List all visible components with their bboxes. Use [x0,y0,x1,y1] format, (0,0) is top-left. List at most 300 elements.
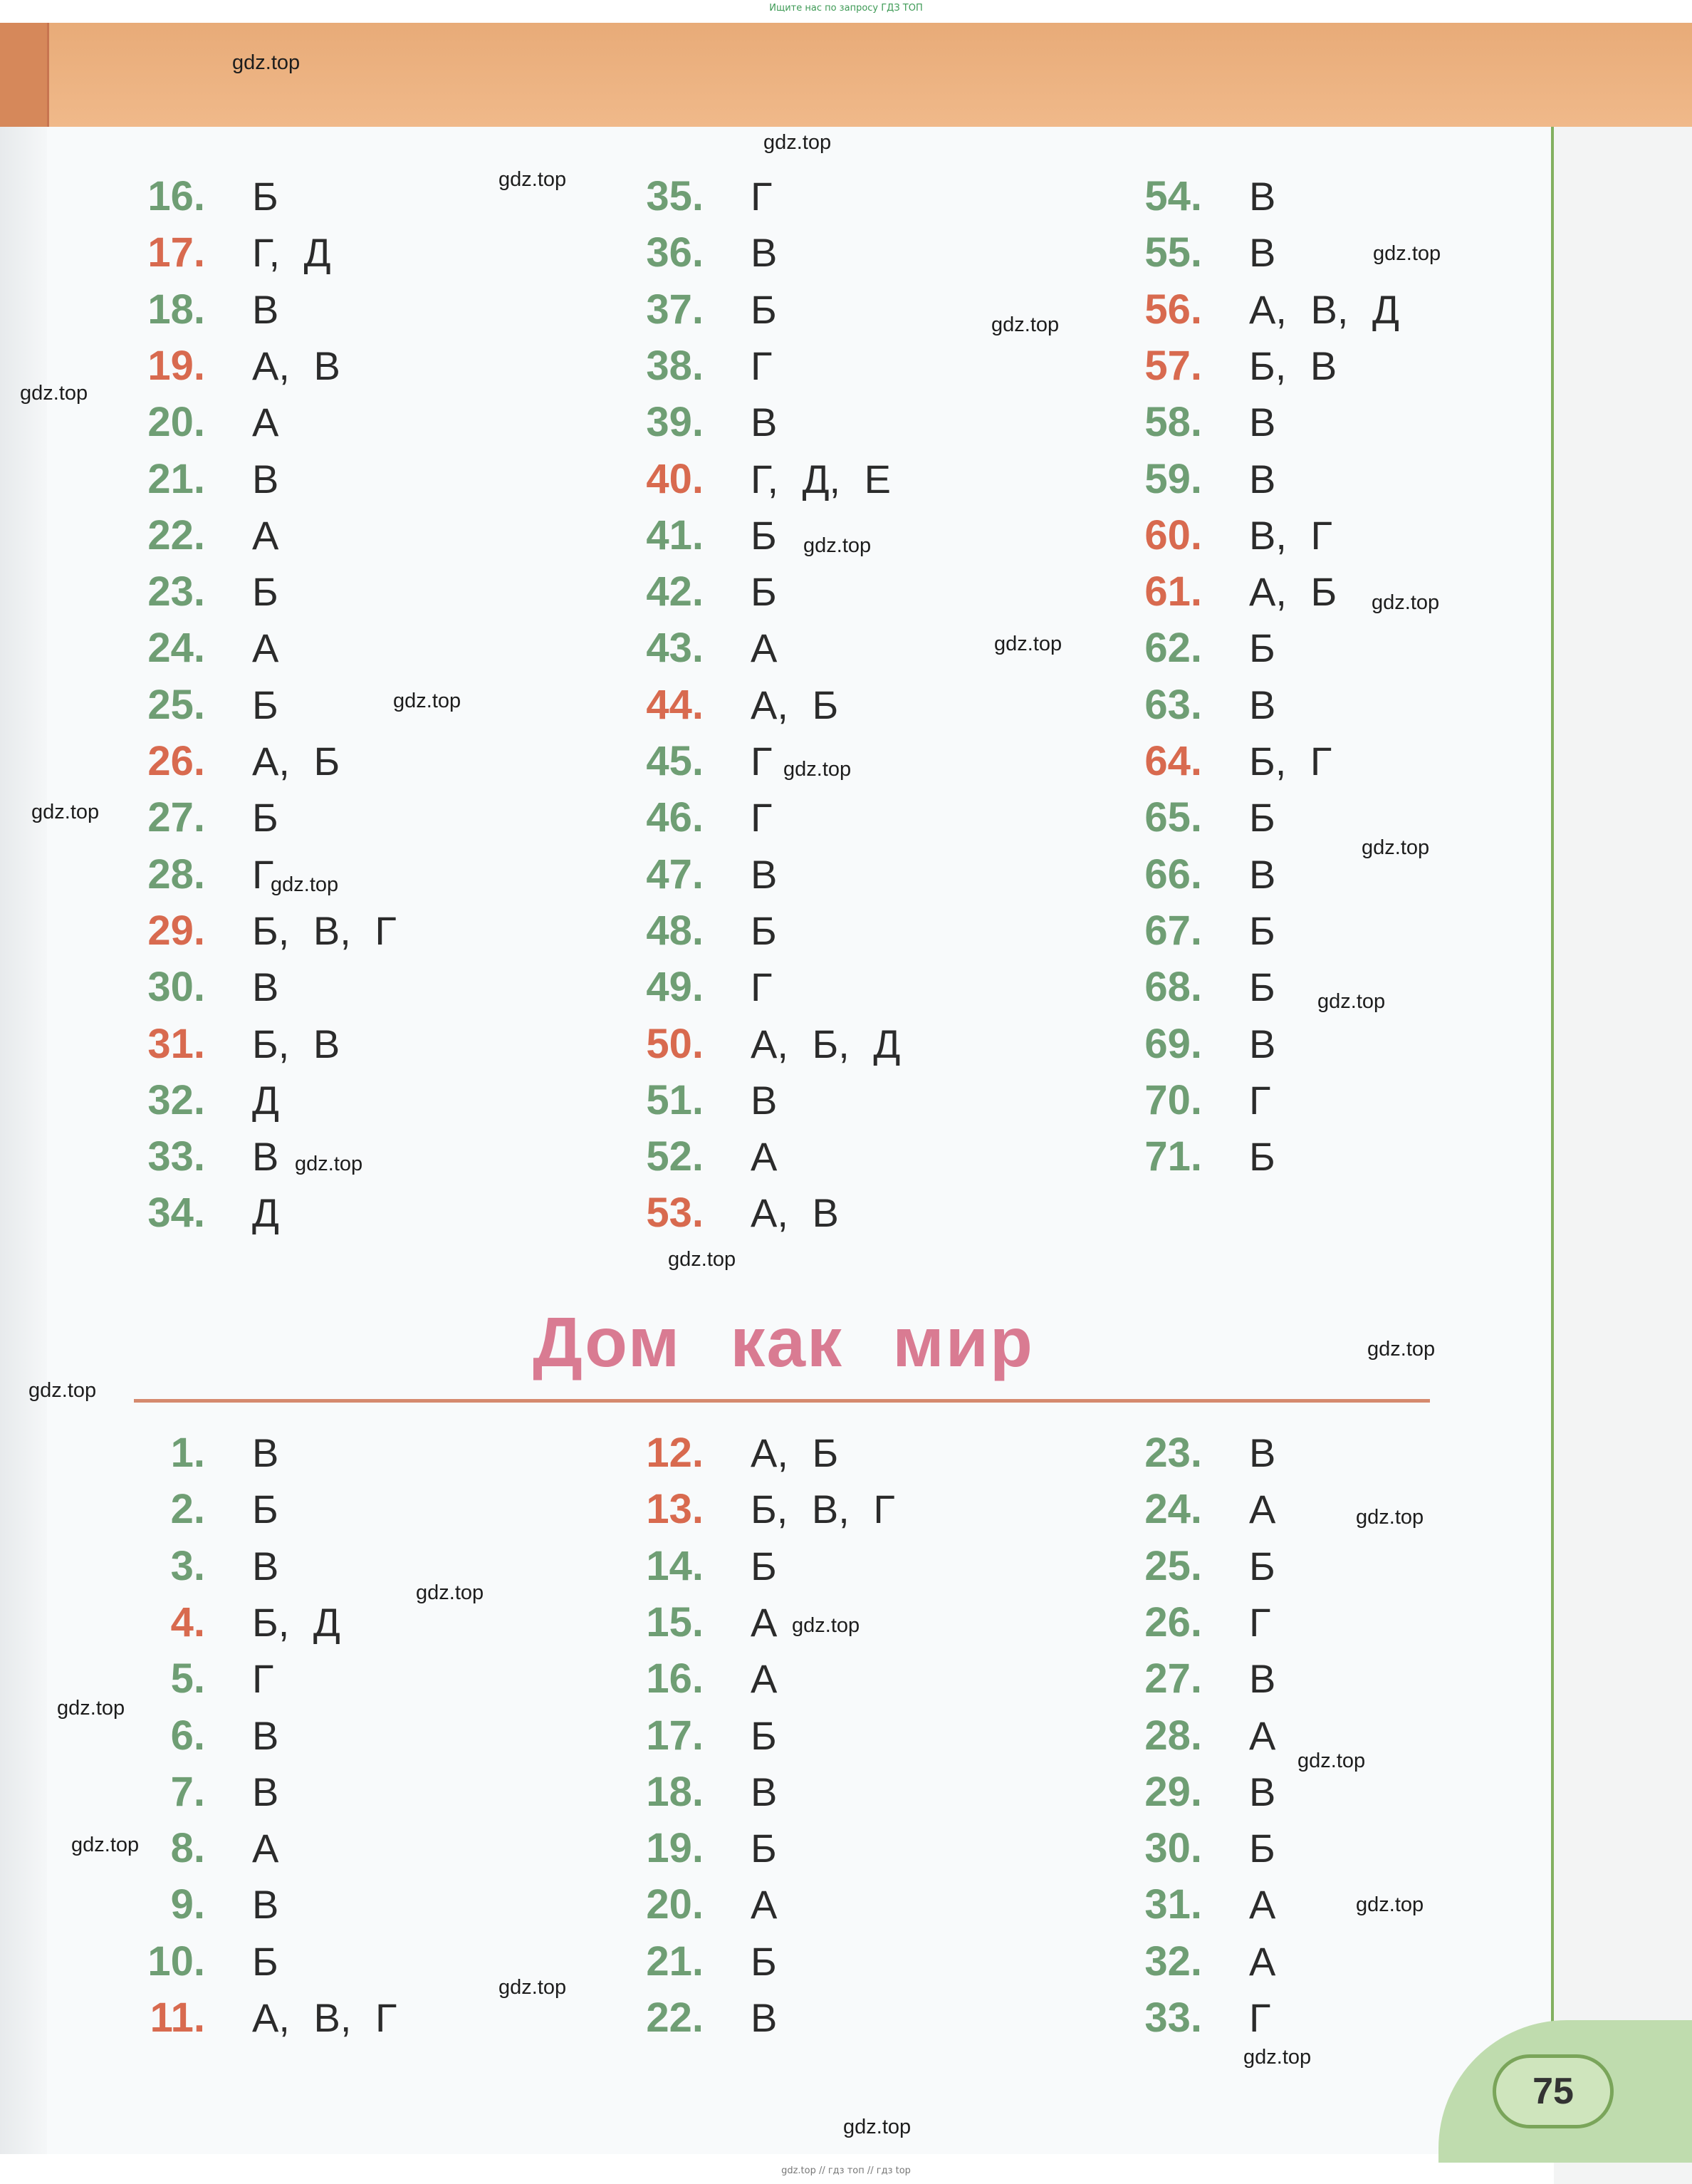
watermark: gdz.top [1297,1749,1366,1772]
answer-letters: В [1249,1656,1276,1701]
answer-letters: В [252,964,279,1009]
answer-row [632,959,772,1015]
answer-row [632,1425,838,1481]
answer-letters: В, Г [1249,513,1332,558]
answer-letters: Б [252,682,278,727]
answer-letters: А [1249,1713,1276,1758]
question-number: 11. [150,1995,205,2041]
answer-row [134,677,278,733]
answer-letters: В [1249,174,1276,219]
answer-row [632,903,777,959]
watermark: gdz.top [232,51,301,74]
answer-letters: Б [1249,795,1275,840]
question-number: 33. [1144,1995,1202,2041]
question-number: 68. [1144,964,1202,1010]
question-number: 55. [1144,229,1202,276]
question-number: 46. [646,794,704,841]
question-number: 23. [147,568,205,615]
answer-row [1131,507,1332,563]
watermark: gdz.top [498,1976,567,1999]
answer-letters: А, Б [1249,569,1337,614]
answer-row [632,281,777,338]
answer-row [1131,677,1275,733]
question-number: 18. [147,286,205,333]
question-number: 57. [1144,343,1202,389]
answer-row [134,281,278,338]
answer-letters: В [751,1769,778,1814]
question-number: 47. [646,851,704,898]
answer-letters: В [1249,682,1276,727]
answer-letters: Б [751,908,777,953]
answer-row [632,1016,900,1072]
answer-letters: Б [252,1939,278,1984]
question-number: 25. [147,682,205,728]
answer-row [632,1820,777,1876]
question-number: 58. [1144,399,1202,445]
answer-row [632,1707,777,1764]
question-number: 20. [147,399,205,445]
answer-row [632,338,772,394]
answer-row [1131,1481,1275,1537]
answer-letters: А, В, Д [1249,287,1399,332]
watermark: gdz.top [28,1379,97,1402]
answer-letters: Б [751,287,777,332]
question-number: 63. [1144,682,1202,728]
answer-row [134,1933,278,1990]
answer-letters: Г, Д, Е [751,457,891,501]
answer-row [134,224,331,281]
answer-row [632,846,777,903]
page-margin-right [1554,127,1692,2184]
question-number: 40. [646,456,704,502]
question-number: 67. [1144,908,1202,954]
question-number: 32. [1144,1938,1202,1985]
question-number: 43. [646,625,704,671]
question-number: 8. [170,1825,205,1871]
watermark: gdz.top [991,313,1060,336]
answer-row [134,1820,278,1876]
answer-letters: Б [1249,908,1275,953]
watermark: gdz.top [1243,2046,1312,2069]
answer-letters: Б [252,1487,278,1532]
answer-letters: В [252,1134,279,1179]
answer-letters: Б [1249,964,1275,1009]
question-number: 9. [170,1881,205,1928]
answer-row [632,1185,839,1241]
watermark: gdz.top [843,2116,912,2138]
watermark: gdz.top [1373,242,1441,265]
question-number: 22. [646,1995,704,2041]
answer-letters: Б [1249,1134,1275,1179]
answer-row [632,394,777,450]
question-number: 39. [646,399,704,445]
answer-letters: В [252,1544,279,1588]
page-number: 75 [1493,2054,1614,2128]
answer-row [1131,733,1332,789]
answer-row [1131,903,1275,959]
question-number: 17. [646,1712,704,1759]
answer-letters: Г [252,1656,274,1701]
question-number: 20. [646,1881,704,1928]
watermark: gdz.top [994,633,1062,655]
answer-row [1131,224,1275,281]
answer-letters: А, В [751,1190,839,1235]
answer-row [632,1538,777,1594]
question-number: 4. [170,1599,205,1645]
answer-letters: А [751,1134,778,1179]
answer-row [1131,1820,1275,1876]
watermark: gdz.top [498,168,567,191]
question-number: 29. [1144,1769,1202,1815]
question-number: 56. [1144,286,1202,333]
answer-letters: Г [751,795,773,840]
watermark: gdz.top [71,1834,140,1856]
watermark: gdz.top [20,382,88,405]
section-divider [134,1399,1430,1403]
answer-row [134,451,278,507]
answer-letters: Г, Д [252,230,331,275]
question-number: 61. [1144,568,1202,615]
answer-letters: А [1249,1487,1276,1532]
answer-row [134,1128,278,1185]
answer-letters: Г [1249,1078,1271,1123]
answer-letters: Б [751,1544,777,1588]
answer-letters: Г [1249,1995,1271,2040]
question-number: 45. [646,738,704,784]
answer-letters: Г [252,852,274,897]
question-number: 27. [147,794,205,841]
answer-row [1131,1538,1275,1594]
question-number: 29. [147,908,205,954]
question-number: 25. [1144,1543,1202,1589]
answer-row [134,507,278,563]
question-number: 64. [1144,738,1202,784]
answer-row [1131,1425,1275,1481]
question-number: 32. [147,1077,205,1123]
answer-row [134,563,278,620]
answer-letters: Г [751,964,773,1009]
answer-letters: Д [252,1078,279,1123]
answer-letters: В [751,400,778,444]
question-number: 22. [147,512,205,558]
question-number: 59. [1144,456,1202,502]
question-number: 17. [147,229,205,276]
answer-row [134,733,340,789]
answer-letters: В [751,230,778,275]
answer-letters: В [751,1995,778,2040]
question-number: 28. [1144,1712,1202,1759]
answer-letters: В [1249,1769,1276,1814]
answer-row [1131,394,1275,450]
answer-letters: А [1249,1939,1276,1984]
question-number: 21. [147,456,205,502]
question-number: 26. [1144,1599,1202,1645]
answer-row [1131,281,1399,338]
answer-letters: Б [751,1939,777,1984]
question-number: 21. [646,1938,704,1985]
question-number: 36. [646,229,704,276]
question-number: 52. [646,1133,704,1180]
answer-letters: Б [1249,1544,1275,1588]
question-number: 31. [1144,1881,1202,1928]
answer-letters: А, Б [751,682,839,727]
answer-letters: В [751,1078,778,1123]
question-number: 2. [170,1486,205,1532]
answer-letters: Б [1249,1826,1275,1871]
question-number: 48. [646,908,704,954]
answer-letters: В [1249,1021,1276,1066]
answer-row [1131,620,1275,676]
question-number: 70. [1144,1077,1202,1123]
watermark: gdz.top [416,1581,484,1604]
answer-row [1131,1594,1270,1650]
answer-letters: Б [751,1713,777,1758]
answer-row [134,1990,397,2046]
answer-row [632,733,772,789]
answer-row [1131,1650,1275,1707]
question-number: 5. [170,1655,205,1702]
answer-letters: Б, В, Г [751,1487,895,1532]
answer-row [1131,338,1337,394]
answer-letters: А [252,1826,279,1871]
answer-letters: А [1249,1882,1276,1927]
answer-row [632,1990,777,2046]
answer-letters: В [252,1713,279,1758]
answer-row [632,1481,895,1537]
answer-row [134,846,273,903]
answer-letters: А, Б [252,739,340,784]
answer-row [632,1764,777,1820]
answer-letters: Б [751,513,777,558]
watermark: gdz.top [668,1248,736,1271]
answer-row [632,224,777,281]
answer-letters: А, Б, Д [751,1021,901,1066]
answer-letters: А [751,1656,778,1701]
answer-row [134,903,397,959]
watermark: gdz.top [1367,1338,1436,1361]
answer-letters: Б, В, Г [252,908,397,953]
page-gutter [0,127,47,2154]
answer-letters: В [1249,457,1276,501]
answer-letters: Д [252,1190,279,1235]
answer-letters: А [751,1882,778,1927]
question-number: 28. [147,851,205,898]
answer-row [632,677,838,733]
answer-row [632,1933,777,1990]
question-number: 34. [147,1190,205,1236]
answer-row [134,1764,278,1820]
watermark: gdz.top [1356,1893,1424,1916]
answer-letters: В [751,852,778,897]
answer-letters: А, В, Г [252,1995,397,2040]
section-title: Дом как мир [533,1303,1034,1381]
answer-letters: Г [751,739,773,784]
question-number: 41. [646,512,704,558]
answer-letters: А, В [252,343,340,388]
question-number: 71. [1144,1133,1202,1180]
watermark: gdz.top [1372,591,1440,614]
answer-row [1131,1933,1275,1990]
question-number: 30. [1144,1825,1202,1871]
question-number: 42. [646,568,704,615]
answer-row [134,338,340,394]
answer-row [134,1707,278,1764]
answer-row [134,1876,278,1933]
answer-row [134,1538,278,1594]
answer-row [1131,168,1275,224]
answer-letters: Б [252,795,278,840]
header-band-edge [0,23,49,127]
answer-letters: Б [751,1826,777,1871]
question-number: 37. [646,286,704,333]
answer-letters: В [1249,852,1276,897]
answer-row [1131,1990,1270,2046]
answer-row [632,563,777,620]
question-number: 51. [646,1077,704,1123]
answer-row [1131,451,1275,507]
question-number: 12. [646,1430,704,1476]
top-note: Ищите нас по запросу ГДЗ ТОП [769,3,923,14]
question-number: 6. [170,1712,205,1759]
answer-letters: В [252,1882,279,1927]
question-number: 69. [1144,1021,1202,1067]
answer-row [632,1650,777,1707]
question-number: 30. [147,964,205,1010]
question-number: 7. [170,1769,205,1815]
answer-letters: В [252,1769,279,1814]
answer-row [1131,1876,1275,1933]
answer-row [1131,789,1275,846]
question-number: 60. [1144,512,1202,558]
answer-letters: Г [1249,1600,1271,1645]
question-number: 66. [1144,851,1202,898]
answer-row [134,394,278,450]
header-band [0,23,1692,127]
question-number: 44. [646,682,704,728]
question-number: 38. [646,343,704,389]
question-number: 18. [646,1769,704,1815]
question-number: 31. [147,1021,205,1067]
bottom-note: gdz.top // гдз топ // гдз top [781,2165,911,2176]
question-number: 49. [646,964,704,1010]
watermark: gdz.top [1362,836,1430,859]
answer-letters: В [1249,400,1276,444]
question-number: 23. [1144,1430,1202,1476]
question-number: 19. [646,1825,704,1871]
question-number: 53. [646,1190,704,1236]
answer-row [1131,1128,1275,1185]
watermark: gdz.top [1356,1506,1424,1529]
answer-letters: А [751,625,778,670]
answer-row [632,789,772,846]
answer-row [1131,959,1275,1015]
answer-row [134,1425,278,1481]
watermark: gdz.top [295,1153,363,1175]
answer-letters: В [1249,230,1276,275]
watermark: gdz.top [57,1697,125,1720]
answer-letters: Б [252,569,278,614]
answer-row [134,1594,340,1650]
answer-letters: В [252,1430,279,1475]
answer-row [134,1016,340,1072]
answer-letters: В [252,287,279,332]
answer-row [134,168,278,224]
answer-row [1131,563,1337,620]
watermark: gdz.top [393,690,461,712]
watermark: gdz.top [803,534,872,557]
question-number: 65. [1144,794,1202,841]
answer-letters: Б [252,174,278,219]
answer-letters: А [751,1600,778,1645]
answer-letters: Б, В [252,1021,340,1066]
answer-row [632,1072,777,1128]
answer-row [1131,846,1275,903]
answer-row [134,959,278,1015]
answer-letters: А [252,625,279,670]
question-number: 62. [1144,625,1202,671]
answer-letters: Б, Д [252,1600,340,1645]
answer-row [134,620,278,676]
question-number: 1. [170,1430,205,1476]
answer-row [632,168,772,224]
answer-letters: Б, Г [1249,739,1332,784]
question-number: 27. [1144,1655,1202,1702]
answer-row [134,1481,278,1537]
answer-letters: Г [751,343,773,388]
question-number: 3. [170,1543,205,1589]
answer-row [1131,1016,1275,1072]
answer-row [134,1185,279,1241]
answer-letters: А [252,513,279,558]
question-number: 16. [147,173,205,219]
question-number: 26. [147,738,205,784]
question-number: 14. [646,1543,704,1589]
watermark: gdz.top [763,131,832,154]
question-number: 24. [1144,1486,1202,1532]
question-number: 16. [646,1655,704,1702]
question-number: 54. [1144,173,1202,219]
answer-row [632,1594,777,1650]
watermark: gdz.top [271,873,339,896]
question-number: 15. [646,1599,704,1645]
answer-row [1131,1707,1275,1764]
answer-letters: Г [751,174,773,219]
question-number: 35. [646,173,704,219]
answer-row [632,451,891,507]
watermark: gdz.top [783,758,852,781]
watermark: gdz.top [792,1614,860,1637]
answer-row [632,620,777,676]
watermark: gdz.top [31,801,100,823]
answer-letters: А, Б [751,1430,839,1475]
answer-row [134,789,278,846]
answer-row [1131,1764,1275,1820]
answer-row [134,1072,279,1128]
answer-letters: В [252,457,279,501]
question-number: 19. [147,343,205,389]
answer-letters: Б, В [1249,343,1337,388]
answer-row [1131,1072,1270,1128]
question-number: 24. [147,625,205,671]
margin-rule [1551,127,1554,2050]
answer-letters: Б [751,569,777,614]
question-number: 10. [147,1938,205,1985]
answer-row [632,507,777,563]
question-number: 50. [646,1021,704,1067]
answer-row [134,1650,273,1707]
answer-row [632,1128,777,1185]
answer-letters: В [1249,1430,1276,1475]
